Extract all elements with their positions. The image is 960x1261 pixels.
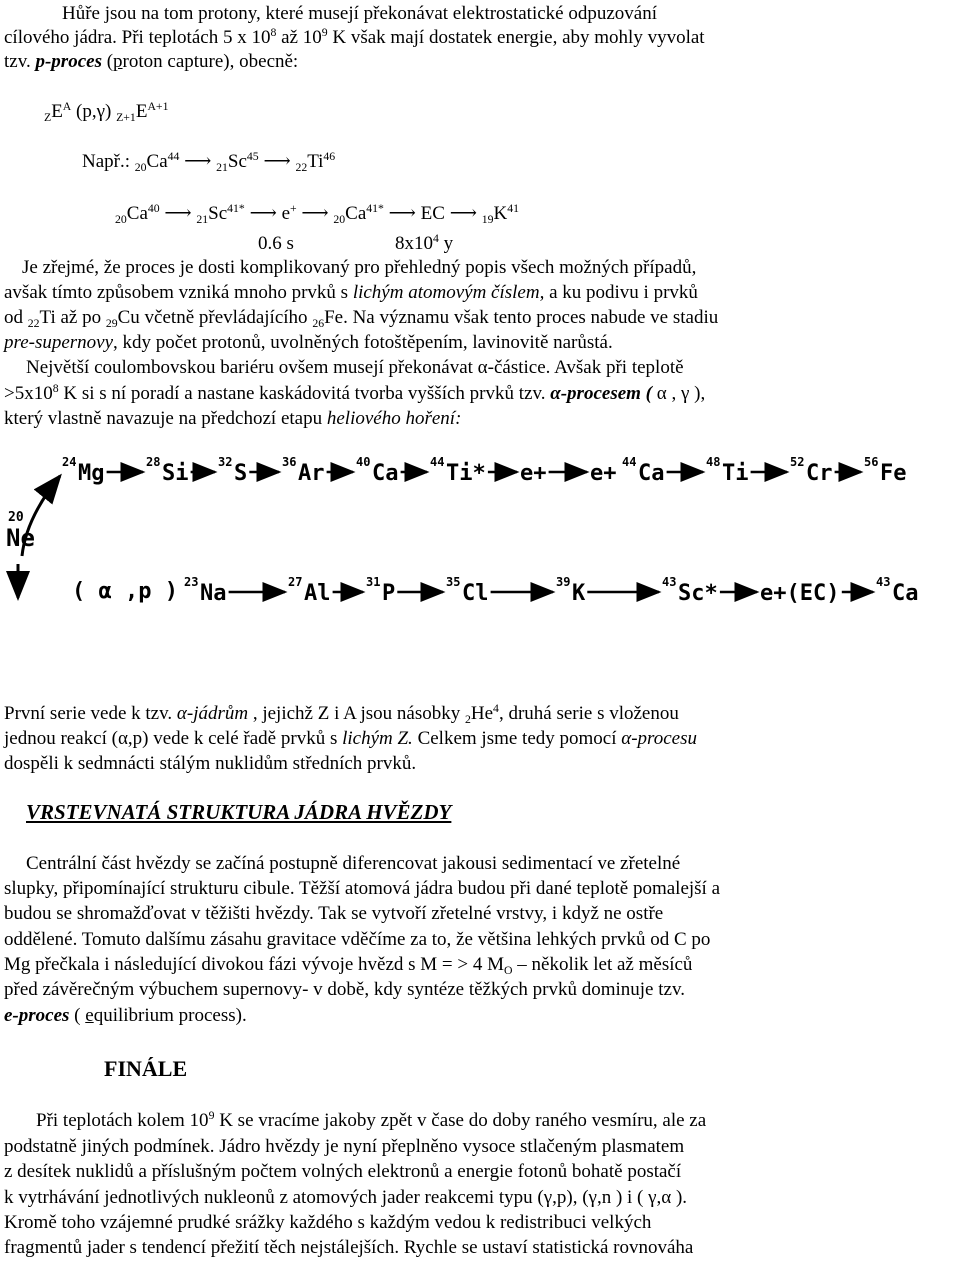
row2-mass: 27 — [288, 575, 303, 589]
halflife-1: 0.6 s — [258, 233, 294, 254]
heading-layered-structure: VRSTEVNATÁ STRUKTURA JÁDRA HVĚZDY — [26, 800, 452, 824]
row1-mass: 24 — [62, 455, 77, 469]
arrow-right-icon: ⟶ — [179, 151, 217, 172]
para2-line-2: jednou reakcí (α,p) vede k celé řadě prvků s lichým Z. Celkem jsme tedy pomocí α-procesu — [4, 728, 697, 749]
row1-element: e+ — [520, 461, 547, 486]
row1-element: Ti — [722, 461, 749, 486]
row1-element: Ca — [638, 461, 665, 486]
row2-mass: 31 — [366, 575, 381, 589]
para4-line-6: fragmentů jader s tendencí přežití těch nejstálejších. Rychle se ustaví statistická rovnováha — [4, 1237, 694, 1258]
row2-mass: 39 — [556, 575, 571, 589]
para4-line-3: z desítek nuklidů a příslušným počtem volných elektronů a energie fotonů bohatě postačí — [4, 1161, 682, 1182]
intro-line-2: cílového jádra. Při teplotách 5 x $10^8$ až $10^9$ K však mají dostatek energie, aby mohly vyvolat — [4, 25, 705, 48]
row2-element: Cl — [462, 581, 489, 606]
alpha-p-label: ( α ,p ) — [72, 579, 178, 604]
row1-mass: 52 — [790, 455, 805, 469]
para4-line-4: k vytrhávání jednotlivých nukleonů z atomových jader reakcemi typu (γ,p), (γ,n ) i ( γ,α ). — [4, 1187, 688, 1208]
row2-element: Al — [304, 581, 331, 606]
arrow-right-icon: ⟶ — [296, 203, 334, 224]
row1-mass: 44 — [430, 455, 445, 469]
arrow-right-icon: ⟶ — [159, 203, 197, 224]
para4-line-2: podstatně jiných podmínek. Jádro hvězdy je nyní přeplněno vysoce stlačeným plasmatem — [4, 1136, 685, 1157]
row1-mass: 36 — [282, 455, 297, 469]
example-reaction-1: Např.: $_{20}Ca^{44}$ ⟶ $_{21}Sc^{45}$ ⟶ $_{22}Ti^{46}$ — [82, 149, 336, 174]
intro-line-3: tzv. p-proces (proton capture), obecně: — [4, 51, 299, 72]
row2-element: P — [382, 581, 396, 606]
row1-element: Cr — [806, 461, 833, 486]
row2-mass: 43 — [662, 575, 677, 589]
para1-line-1: Je zřejmé, že proces je dosti komplikovaný pro přehledný popis všech možných případů, — [22, 257, 697, 278]
intro-line-1: Hůře jsou na tom protony, které musejí překonávat elektrostatické odpuzování — [62, 3, 657, 24]
row2-mass: 35 — [446, 575, 461, 589]
para1-line-7: který vlastně navazuje na předchozí etapu heliového hoření: — [4, 408, 462, 429]
row1-element: e+ — [590, 461, 617, 486]
row2-element: Ca — [892, 581, 919, 606]
row1-mass: 28 — [146, 455, 161, 469]
para2-line-3: dospěli k sedmnácti stálým nuklidům středních prvků. — [4, 753, 417, 774]
row1-mass: 48 — [706, 455, 721, 469]
arrow-right-icon: ⟶ — [383, 203, 421, 224]
halflife-2: $8x10^4$ y — [395, 231, 454, 254]
row1-mass: 56 — [864, 455, 879, 469]
para3-line-4: oddělené. Tomuto dalšímu zásahu gravitace vděčíme za to, že většina lehkých prvků od C po — [4, 929, 711, 950]
para1-line-6: $>5x10^8$ K si s ní poradí a nastane kaskádovitá tvorba vyšších prvků tzv. α-procesem ( α , γ ), — [4, 381, 706, 404]
row1-mass: 44 — [622, 455, 637, 469]
arrow-right-icon: ⟶ — [258, 151, 296, 172]
row1-mass: 40 — [356, 455, 371, 469]
row2-element: Na — [200, 581, 227, 606]
row1-element: Ti* — [446, 461, 486, 486]
row2-element: Sc* — [678, 581, 718, 606]
para2-line-1: První serie vede k tzv. α-jádrům , jejichž Z i A jsou násobky $_2He^4$, druhá serie s vloženou — [4, 701, 679, 726]
para1-line-5: Největší coulombovskou bariéru ovšem musejí překonávat α-částice. Avšak při teplotě — [26, 357, 684, 378]
para1-line-2: avšak tímto způsobem vzniká mnoho prvků s lichým atomovým číslem, a ku podivu i prvků — [4, 282, 698, 303]
row2-element: K — [572, 581, 586, 606]
para3-line-3: budou se shromažďovat v těžišti hvězdy. Tak se vytvoří zřetelné vrstvy, i když ne ostře — [4, 903, 664, 924]
para3-line-7: e-proces ( equilibrium process). — [4, 1005, 247, 1026]
row1-element: Si — [162, 461, 189, 486]
para3-line-2: slupky, připomínající strukturu cibule. Těžší atomová jádra budou při dané teplotě pomalejší a — [4, 878, 721, 899]
row2-mass: 23 — [184, 575, 199, 589]
para1-line-4: pre-supernovy, kdy počet protonů, uvolněných fotoštěpením, lavinovitě narůstá. — [4, 332, 613, 353]
arrow-right-icon: ⟶ — [244, 203, 282, 224]
para3-line-5: Mg přečkala i následující divokou fázi vývoje hvězd s M = > 4 $M_O$ – několik let až měsíců — [4, 954, 693, 977]
para1-line-3: od $_{22}$Ti až po $_{29}$Cu včetně převládajícího $_{26}$Fe. Na významu však tento proces nabude ve stadiu — [4, 307, 719, 330]
example-reaction-2: $_{20}Ca^{40}$ ⟶ $_{21}Sc^{41*}$ ⟶ e+ ⟶ $_{20}Ca^{41*}$ ⟶ EC ⟶ $_{19}K^{41}$ — [115, 201, 519, 226]
row2-element: e+(EC) — [760, 581, 840, 606]
row1-element: Fe — [880, 461, 907, 486]
arrow-right-icon: ⟶ — [444, 203, 482, 224]
row1-element: S — [234, 461, 248, 486]
row1-element: Mg — [78, 461, 105, 486]
ne-mass: 20 — [8, 510, 24, 525]
para4-line-1: Při teplotách kolem $10^9$ K se vracíme jakoby zpět v čase do doby raného vesmíru, ale za — [36, 1108, 707, 1131]
para4-line-5: Kromě toho vzájemné prudké srážky každého s každým vedou k redistribuci velkých — [4, 1212, 652, 1233]
para3-line-6: před závěrečným výbuchem supernovy- v době, kdy syntéze těžkých prvků dominuje tzv. — [4, 979, 685, 1000]
alpha-process-diagram — [0, 448, 960, 668]
row1-mass: 32 — [218, 455, 233, 469]
row1-element: Ca — [372, 461, 399, 486]
row1-element: Ar — [298, 461, 325, 486]
ne-element: Ne — [6, 524, 35, 552]
para3-line-1: Centrální část hvězdy se začíná postupně diferencovat jakousi sedimentací ve zřetelné — [26, 853, 681, 874]
heading-finale: FINÁLE — [104, 1056, 188, 1081]
row2-mass: 43 — [876, 575, 891, 589]
general-formula: $_ZE^A$ (p,γ) $_{Z+1}E^{A+1}$ — [44, 99, 169, 124]
